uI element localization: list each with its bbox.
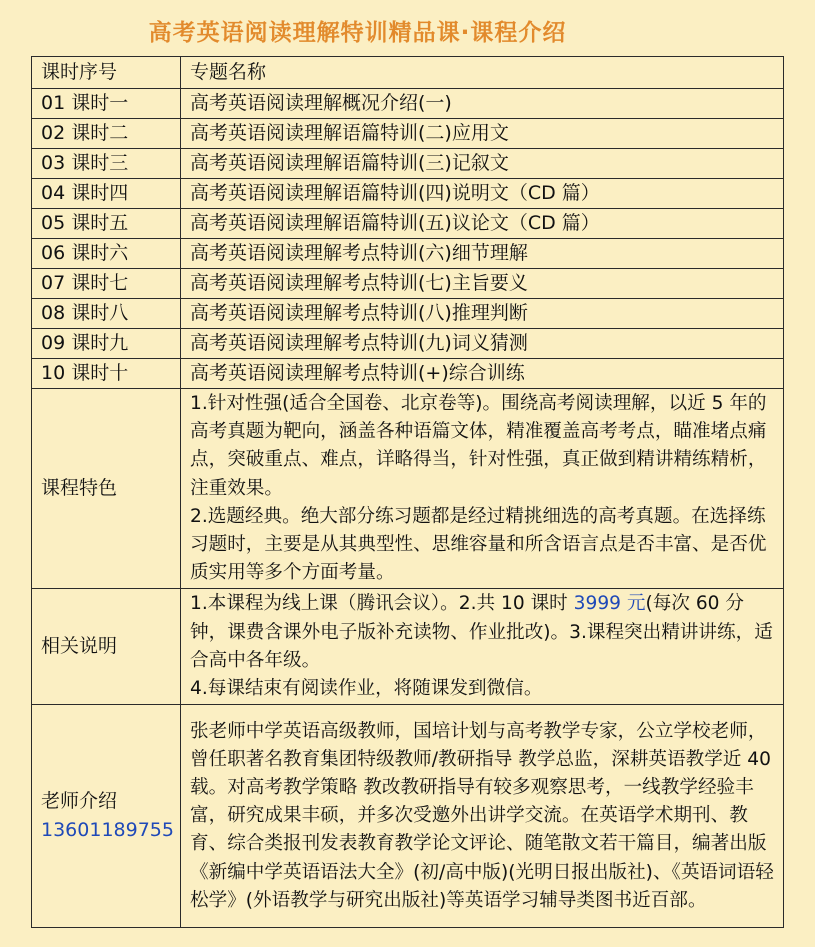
features-paragraph-2: 2.选题经典。绝大部分练习题都是经过精挑细选的高考真题。在选择练习题时，主要是从其典型性、思维容量和所含语言点是否丰富、是否优质实用等多个方面考量。 (190, 505, 767, 584)
lesson-topic: 高考英语阅读理解考点特训(八)推理判断 (181, 299, 784, 329)
table-row (32, 89, 784, 119)
notes-text-before-price: 1.本课程为线上课（腾讯会议）。2.共 10 课时 (190, 593, 574, 615)
lesson-topic: 高考英语阅读理解语篇特训(三)记叙文 (181, 149, 784, 179)
notes-row (32, 589, 784, 705)
teacher-label-cell (32, 705, 181, 928)
table-row (32, 269, 784, 299)
lesson-topic: 高考英语阅读理解语篇特训(二)应用文 (181, 119, 784, 149)
table-row (32, 119, 784, 149)
course-price: 3999 元 (573, 593, 646, 615)
course-table (31, 56, 784, 928)
lesson-number: 06 课时六 (32, 239, 181, 269)
lesson-number: 10 课时十 (32, 359, 181, 389)
table-row (32, 209, 784, 239)
notes-paragraph-1 (190, 590, 774, 675)
header-topic-name: 专题名称 (181, 57, 784, 89)
features-row (32, 389, 784, 589)
table-header-row (32, 57, 784, 89)
lesson-number: 09 课时九 (32, 329, 181, 359)
table-row (32, 299, 784, 329)
table-row (32, 149, 784, 179)
notes-label: 相关说明 (32, 589, 181, 705)
notes-paragraph-2: 4.每课结束有阅读作业，将随课发到微信。 (190, 678, 543, 700)
lesson-number: 01 课时一 (32, 89, 181, 119)
lesson-topic: 高考英语阅读理解考点特训(七)主旨要义 (181, 269, 784, 299)
teacher-phone: 13601189755 (41, 819, 174, 842)
lesson-number: 05 课时五 (32, 209, 181, 239)
features-label: 课程特色 (32, 389, 181, 589)
table-row (32, 359, 784, 389)
lesson-topic: 高考英语阅读理解考点特训(六)细节理解 (181, 239, 784, 269)
lesson-topic: 高考英语阅读理解考点特训(+)综合训练 (181, 359, 784, 389)
lesson-topic: 高考英语阅读理解语篇特训(五)议论文（CD 篇） (181, 209, 784, 239)
table-row (32, 329, 784, 359)
lesson-topic: 高考英语阅读理解语篇特训(四)说明文（CD 篇） (181, 179, 784, 209)
teacher-bio: 张老师中学英语高级教师，国培计划与高考教学专家，公立学校老师，曾任职著名教育集团特级教师/教研指导 教学总监，深耕英语教学近 40 载。对高考教学策略 教改教研指导有较多观察思考，一线教学经验丰富，研究成果丰硕，并多次受邀外出讲学交流。在英语学术期刊、教育、综合类报刊发表教育教学论文评论、随笔散文若干篇目，编著出版《新编中学英语语法大全》(初/高中版)(光明日报出版社)、《英语词语轻松学》(外语教学与研究出版社)等英语学习辅导类图书近百部。 (181, 705, 784, 928)
page-title: 高考英语阅读理解特训精品课·课程介绍 (148, 20, 567, 46)
table-row (32, 239, 784, 269)
teacher-label: 老师介绍 (41, 790, 118, 813)
table-row (32, 179, 784, 209)
lesson-number: 04 课时四 (32, 179, 181, 209)
lesson-number: 03 课时三 (32, 149, 181, 179)
notes-content (181, 589, 784, 705)
lesson-number: 02 课时二 (32, 119, 181, 149)
teacher-row (32, 705, 784, 928)
header-lesson-number: 课时序号 (32, 57, 181, 89)
lesson-number: 08 课时八 (32, 299, 181, 329)
features-paragraph-1: 1.针对性强(适合全国卷、北京卷等)。围绕高考阅读理解，以近 5 年的高考真题为靶向，涵盖各种语篇文体，精准覆盖高考考点，瞄准堵点痛点，突破重点、难点，详略得当，针对性强，真正做到精讲精练精析，注重效果。 (190, 393, 767, 499)
features-content (181, 389, 784, 589)
lesson-topic: 高考英语阅读理解概况介绍(一) (181, 89, 784, 119)
lesson-number: 07 课时七 (32, 269, 181, 299)
notes-text-after-price: (每次 60 分钟，课费含课外电子版补充读物、作业批改)。3.课程突出精讲讲练，适合高中各年级。 (190, 593, 773, 671)
lesson-topic: 高考英语阅读理解考点特训(九)词义猜测 (181, 329, 784, 359)
